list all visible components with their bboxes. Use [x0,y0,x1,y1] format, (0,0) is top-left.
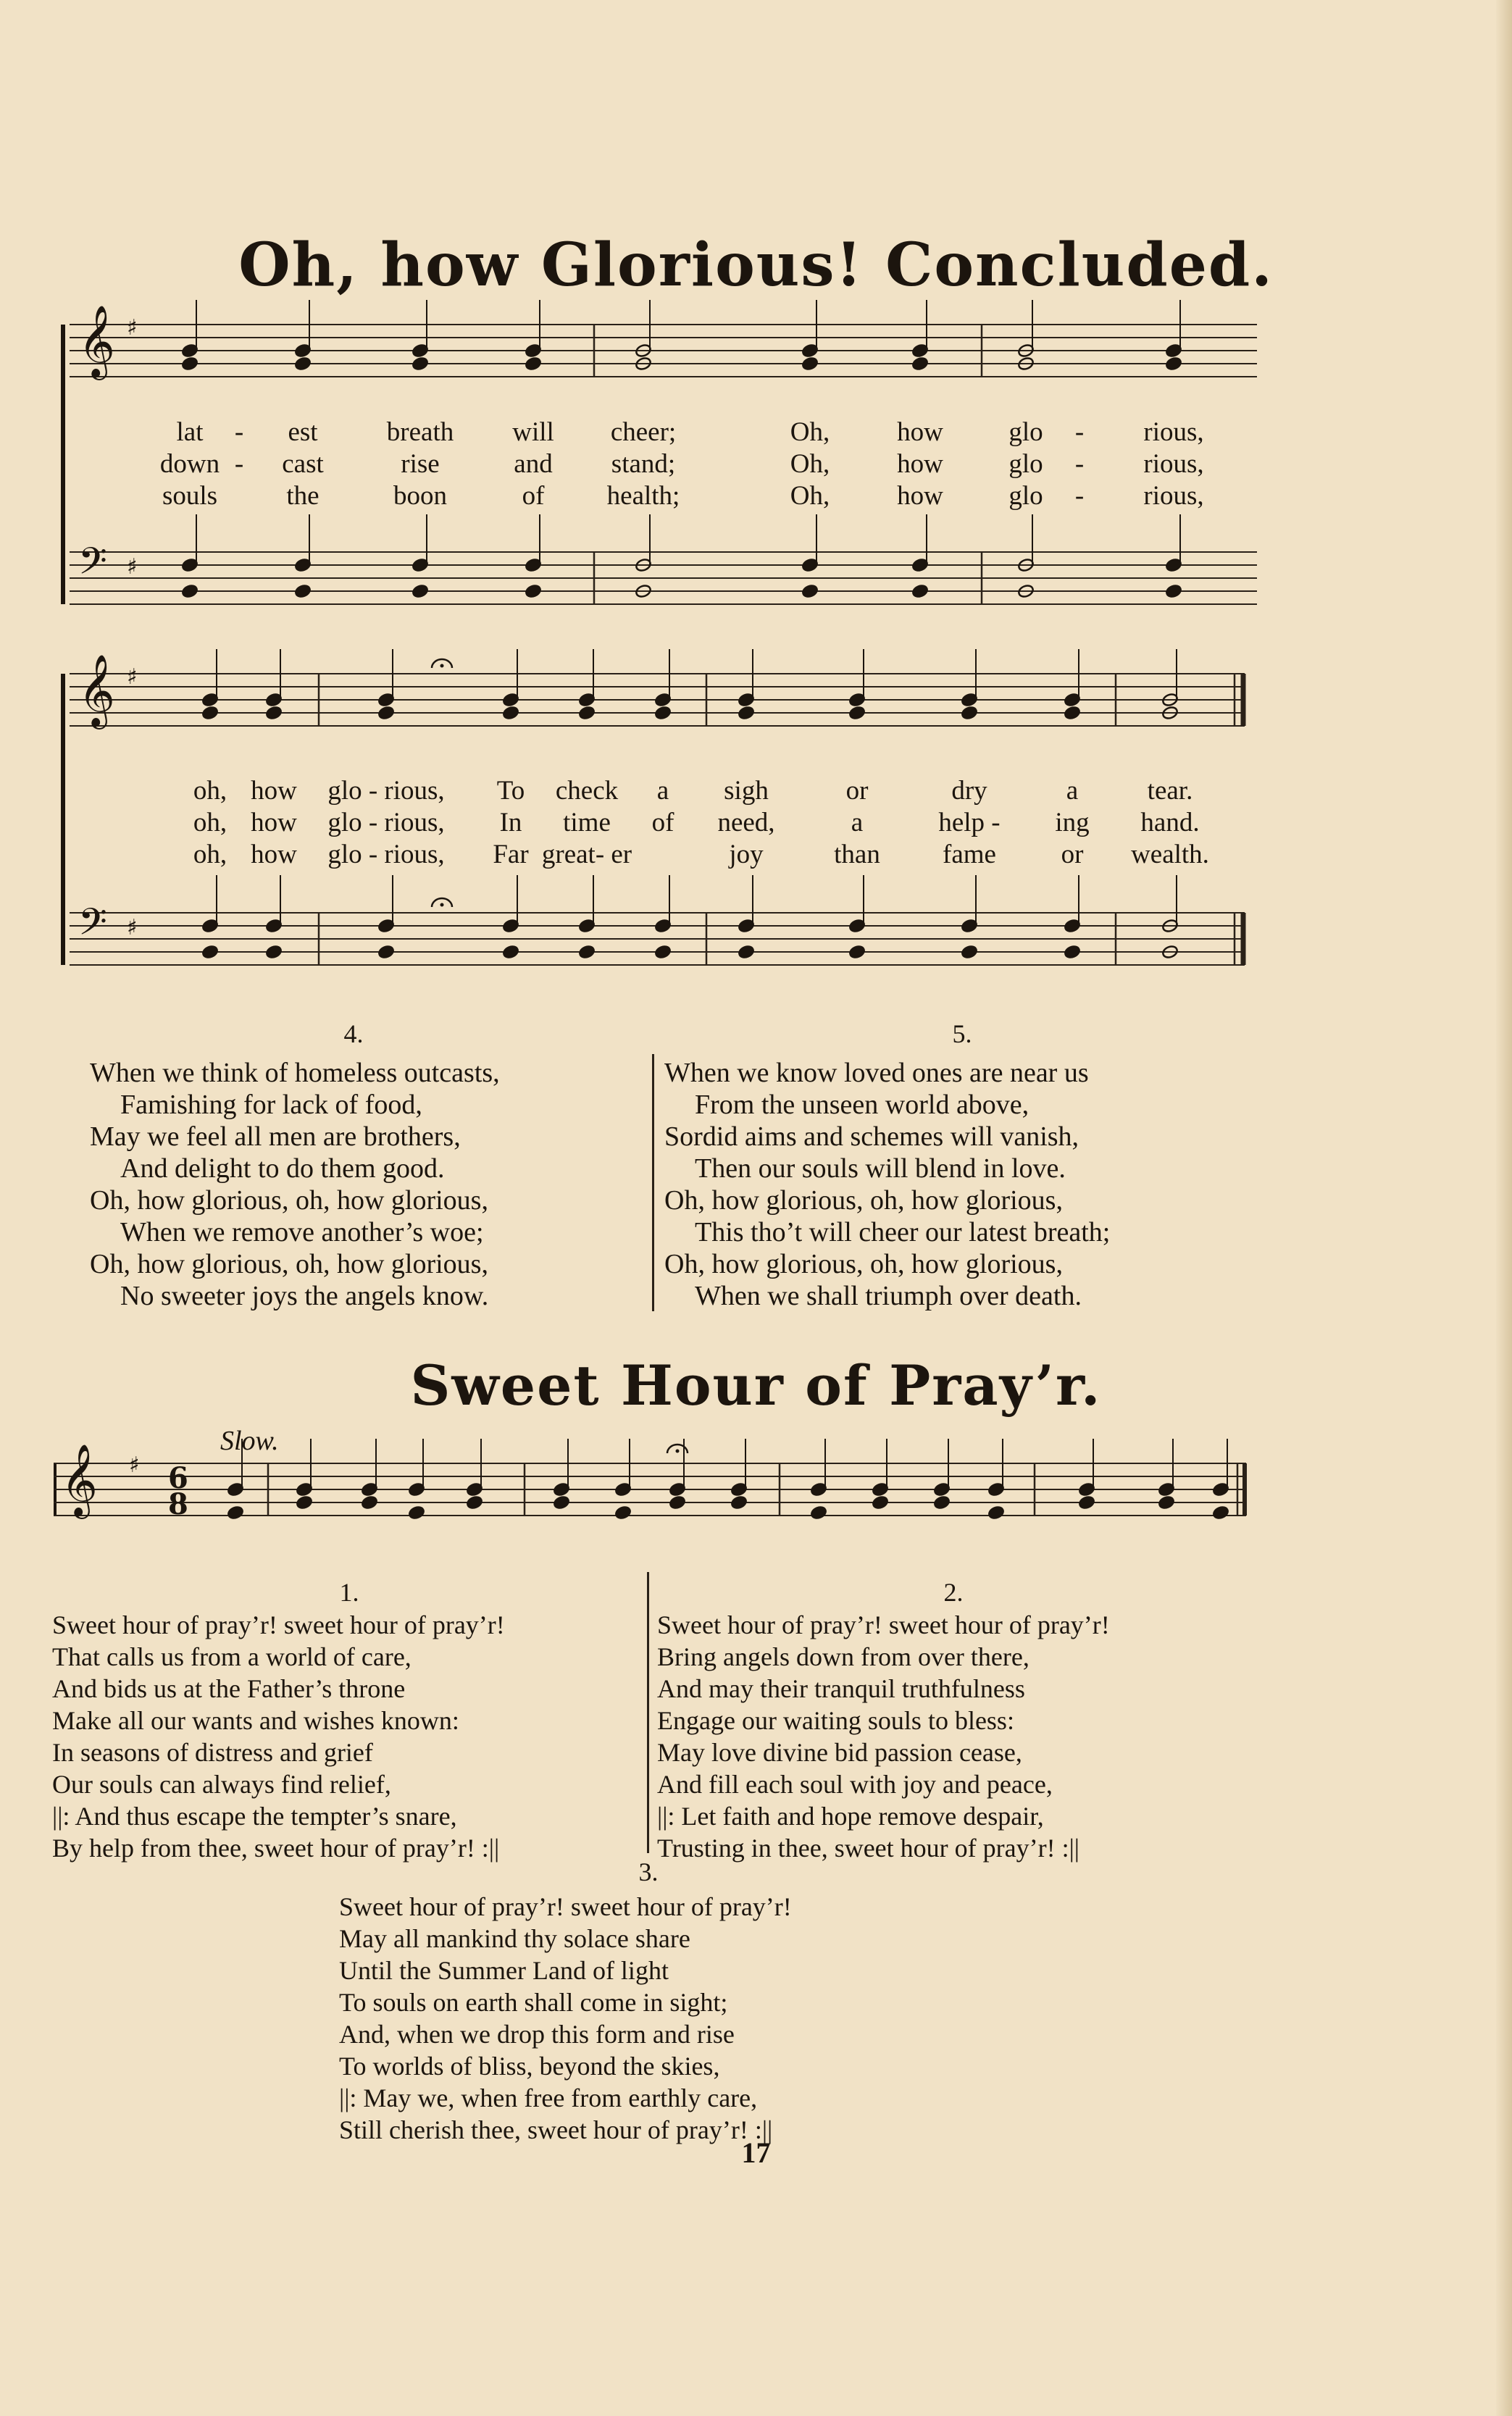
lyric-syllable: of [651,808,674,837]
lyric-syllable: oh, [193,808,227,837]
note-head [801,356,819,371]
treble-clef-icon: 𝄞 [61,1444,98,1516]
bass-clef-icon: 𝄢 [78,539,107,592]
note-head [578,706,596,720]
song2-verse2-number: 2. [943,1578,964,1607]
verse-line: And delight to do them good. [120,1153,445,1184]
lyric-syllable: wealth. [1131,840,1209,869]
system1-lyric-row-2 [0,448,1512,480]
lyric-syllable: cheer; [610,417,677,447]
note-head [810,1505,827,1520]
note-head [412,356,429,371]
verse-line: Oh, how glorious, oh, how glorious, [90,1249,488,1279]
verse-line: Our souls can always find relief, [52,1770,391,1799]
lyric-syllable: - [1074,417,1085,447]
song1-title: Oh, how Glorious! Concluded. [238,230,1274,300]
lyric-syllable: a [851,808,864,837]
verse-line: Trusting in thee, sweet hour of pray’r! :|| [657,1834,1079,1863]
song2-verse2-text [657,1610,1110,1865]
lyric-syllable: than [834,840,880,869]
song2-verse3-text [339,1892,792,2147]
verse-line: ||: And thus escape the tempter’s snare, [52,1802,457,1831]
lyric-syllable: - [1074,449,1085,479]
note-head [654,706,672,720]
lyric-syllable: Oh, [790,449,830,479]
verse-line: Sweet hour of pray’r! sweet hour of pray’r! [657,1610,1110,1639]
verse-line: When we think of homeless outcasts, [90,1058,500,1088]
note-head [578,945,596,959]
verse-line: Sweet hour of pray’r! sweet hour of pray’r! [52,1610,505,1639]
note-head [377,945,395,959]
note-head [408,1505,425,1520]
verse-line: No sweeter joys the angels know. [120,1281,489,1311]
verse-line: When we know loved ones are near us [664,1058,1089,1088]
note-head [987,1505,1005,1520]
note-head [961,706,978,720]
note-head [466,1495,483,1510]
lyric-syllable: souls [162,481,218,511]
verse-line: From the unseen world above, [695,1090,1029,1120]
lyric-syllable: glo [1008,481,1043,511]
note-head [201,945,219,959]
system1-lyric-row-1 [0,417,1512,448]
song2-verse1-text [52,1610,505,1865]
verse-line: ||: Let faith and hope remove despair, [657,1802,1044,1831]
lyric-syllable: stand; [611,449,676,479]
verse-line: To souls on earth shall come in sight; [339,1988,728,2017]
verse-line: When we shall triumph over death. [695,1281,1082,1311]
note-head [525,356,542,371]
verse-line: This tho’t will cheer our latest breath; [695,1217,1111,1247]
note-head [933,1495,951,1510]
tempo-marking: Slow. [220,1426,279,1456]
bass-clef-icon: 𝄢 [78,900,107,953]
lyric-syllable: a [1066,776,1079,806]
time-signature-top: 6 [168,1461,188,1495]
note-head [1165,356,1182,371]
sharp-icon: ♯ [127,915,138,940]
lyric-syllable: how [897,417,943,447]
lyric-syllable: check [555,776,619,806]
lyric-syllable: time [563,808,611,837]
note-head [1165,584,1182,598]
verse-line: ||: May we, when free from earthly care, [339,2083,758,2112]
lyric-syllable: glo - rious, [327,808,445,837]
sharp-icon: ♯ [129,1452,140,1478]
lyric-syllable: - [1074,481,1085,511]
note-head [614,1505,632,1520]
verse-divider-1 [652,1054,654,1311]
lyric-syllable: cast [282,449,324,479]
note-head [1078,1495,1095,1510]
lyric-syllable: how [897,449,943,479]
lyric-syllable: oh, [193,776,227,806]
verse-line: May all mankind thy solace share [339,1924,690,1953]
note-head [525,584,542,598]
note-head [738,945,755,959]
lyric-syllable: lat [176,417,204,447]
lyric-syllable: great- er [541,840,632,869]
verse-line: Until the Summer Land of light [339,1956,669,1985]
lyric-syllable: will [512,417,554,447]
lyric-syllable: how [251,808,297,837]
sharp-icon: ♯ [127,315,138,340]
lyric-syllable: glo [1008,417,1043,447]
note-head [872,1495,889,1510]
verse-line: When we remove another’s woe; [120,1217,484,1247]
note-head [848,945,866,959]
note-head [377,706,395,720]
lyric-syllable: In [499,808,522,837]
lyric-syllable: or [1061,840,1084,869]
verse-line: And bids us at the Father’s throne [52,1674,406,1703]
note-head [201,706,219,720]
time-signature-bottom: 8 [168,1487,188,1521]
lyric-syllable: rise [401,449,440,479]
lyric-syllable: hand. [1140,808,1200,837]
note-head [801,584,819,598]
note-head [227,1505,244,1520]
music-system-2 [0,638,1512,1021]
note-head [296,1495,313,1510]
lyric-syllable: help - [938,808,1001,837]
treble-clef-icon: 𝄞 [78,654,115,727]
note-head [181,356,199,371]
sharp-icon: ♯ [127,664,138,690]
music-system-1 [0,290,1512,638]
lyric-syllable: the [286,481,319,511]
note-head [669,1495,686,1510]
lyric-syllable: Far [493,840,529,869]
verse-line: Sordid aims and schemes will vanish, [664,1121,1079,1152]
lyric-syllable: - [234,417,244,447]
system2-lyric-row-3 [0,839,1512,871]
verse5-number: 5. [952,1019,972,1048]
fermata-dot [440,903,444,907]
verse-line: Oh, how glorious, oh, how glorious, [90,1185,488,1216]
song2-title: Sweet Hour of Pray’r. [410,1353,1102,1418]
lyric-syllable: Oh, [790,481,830,511]
lyric-syllable: ing [1055,808,1090,837]
song2-verse3-number: 3. [638,1857,659,1886]
verse-line: Still cherish thee, sweet hour of pray’r! :|| [339,2115,773,2144]
lyric-syllable: sigh [724,776,769,806]
system3-notation [0,1442,1512,1587]
fermata-dot [440,664,444,668]
note-head [911,356,929,371]
verse4-text [90,1057,500,1312]
lyric-syllable: how [251,776,297,806]
note-head [730,1495,748,1510]
lyric-syllable: dry [951,776,987,806]
note-head [738,706,755,720]
system2-lyric-row-2 [0,807,1512,839]
verse-divider-2 [647,1572,649,1853]
sharp-icon: ♯ [127,554,138,580]
lyric-syllable: down [159,449,220,479]
note-head [654,945,672,959]
lyric-syllable: a [656,776,669,806]
verse-line: Oh, how glorious, oh, how glorious, [664,1185,1063,1216]
lyric-syllable: how [897,481,943,511]
lyric-syllable: To [496,776,525,806]
lyric-syllable: Oh, [790,417,830,447]
verse-line: And, when we drop this form and rise [339,2020,735,2049]
note-head [181,584,199,598]
system2-lyric-row-1 [0,775,1512,807]
note-head [848,706,866,720]
lyric-syllable: need, [717,808,775,837]
note-head [502,945,519,959]
fermata-dot [676,1450,680,1453]
lyric-syllable: breath [386,417,454,447]
verse-line: Bring angels down from over there, [657,1642,1029,1671]
lyric-syllable: oh, [193,840,227,869]
lyric-syllable: rious, [1143,449,1204,479]
lyric-syllable: and [514,449,553,479]
page-number: 17 [741,2136,771,2169]
note-head [1064,945,1081,959]
verse-line: By help from thee, sweet hour of pray’r! :|| [52,1834,500,1863]
lyric-syllable: glo [1008,449,1043,479]
lyric-syllable: rious, [1143,481,1204,511]
verse-line: Engage our waiting souls to bless: [657,1706,1014,1735]
verse-line: Then our souls will blend in love. [695,1153,1066,1184]
verse-line: In seasons of distress and grief [52,1738,373,1767]
lyric-syllable: fame [943,840,996,869]
note-head [1212,1505,1229,1520]
note-head [961,945,978,959]
note-head [412,584,429,598]
song2-verse1-number: 1. [339,1578,359,1607]
verse5-text [664,1057,1110,1312]
lyric-syllable: est [288,417,318,447]
lyric-syllable: how [251,840,297,869]
note-head [1158,1495,1175,1510]
system1-lyric-row-3 [0,480,1512,512]
verse-line: That calls us from a world of care, [52,1642,412,1671]
lyric-syllable: glo - rious, [327,776,445,806]
note-head [265,706,283,720]
note-head [911,584,929,598]
note-head [361,1495,378,1510]
verse-line: May we feel all men are brothers, [90,1121,461,1152]
verse-line: To worlds of bliss, beyond the skies, [339,2052,720,2081]
lyric-syllable: joy [729,840,764,869]
lyric-syllable: health; [606,481,680,511]
verse-line: And may their tranquil truthfulness [657,1674,1025,1703]
note-head [294,584,312,598]
lyric-syllable: - [234,449,244,479]
verse-line: And fill each soul with joy and peace, [657,1770,1053,1799]
lyric-syllable: of [522,481,545,511]
lyric-syllable: boon [393,481,447,511]
verse-line: May love divine bid passion cease, [657,1738,1022,1767]
lyric-syllable: tear. [1147,776,1193,806]
verse-line: Sweet hour of pray’r! sweet hour of pray’r! [339,1892,792,1921]
verse4-number: 4. [343,1019,364,1048]
verse-line: Make all our wants and wishes known: [52,1706,459,1735]
note-head [553,1495,570,1510]
lyric-syllable: rious, [1143,417,1204,447]
note-head [294,356,312,371]
music-system-3 [0,1442,1512,1587]
note-head [1064,706,1081,720]
verse-line: Famishing for lack of food, [120,1090,422,1120]
lyric-syllable: glo - rious, [327,840,445,869]
note-head [502,706,519,720]
lyric-syllable: or [845,776,869,806]
treble-clef-icon: 𝄞 [78,305,115,377]
verse-line: Oh, how glorious, oh, how glorious, [664,1249,1063,1279]
note-head [265,945,283,959]
